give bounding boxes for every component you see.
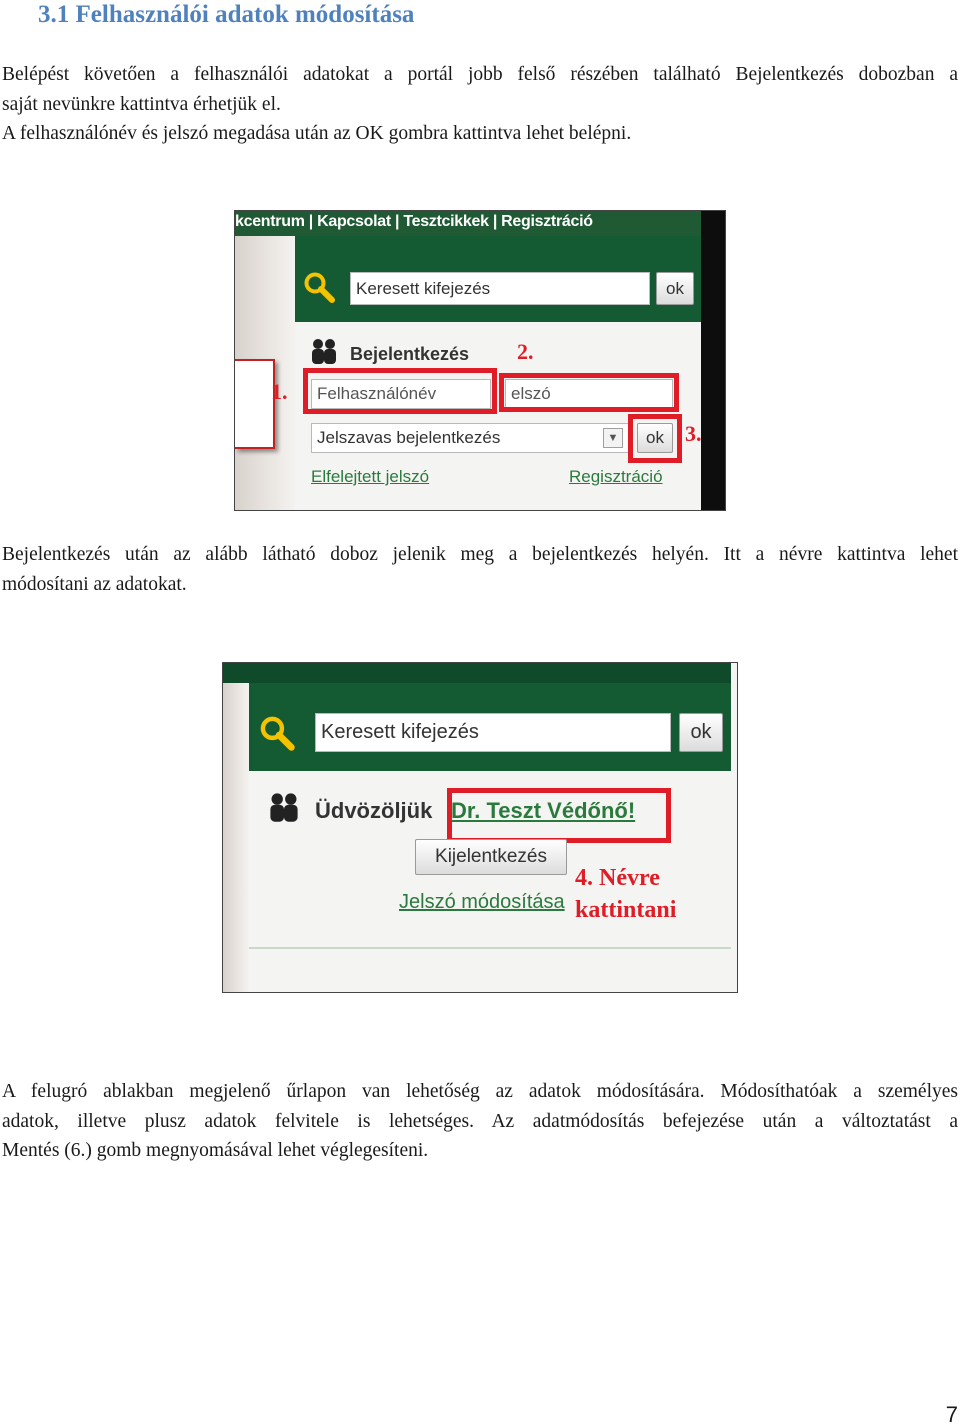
third-paragraph [2, 1077, 958, 1166]
third-line-1: A felugró ablakban megjelenő űrlapon van lehetőség az adatok módosítására. Módosíthatóak a személyes [2, 1081, 958, 1102]
search-ok-button[interactable]: ok [679, 713, 723, 752]
login-type-value: Jelszavas bejelentkezés [317, 428, 501, 447]
section-heading: 3.1 Felhasználói adatok módosítása [38, 1, 415, 28]
portal-top-nav: kcentrum | Kapcsolat | Tesztcikkek | Regisztráció [235, 211, 701, 236]
search-input[interactable]: Keresett kifejezés [315, 713, 671, 752]
highlight-password [499, 373, 679, 412]
second-line-1: Bejelentkezés után az alább látható doboz jelenik meg a bejelentkezés helyén. Itt a névre kattintva lehet [2, 544, 958, 565]
intro-line-1: Belépést követően a felhasználói adatokat a portál jobb felső részében található Bejelentkezés dobozban a [2, 64, 958, 85]
marker-2: 2. [517, 339, 534, 364]
highlight-username [303, 368, 497, 414]
right-edge [731, 663, 737, 993]
logout-button[interactable]: Kijelentkezés [415, 839, 567, 875]
login-ok-button[interactable]: ok [637, 423, 673, 453]
intro-paragraph [2, 60, 958, 149]
second-paragraph [2, 540, 958, 599]
register-link[interactable]: Regisztráció [569, 467, 663, 486]
marker-3: 3. [685, 421, 702, 446]
marker-4-line-2: kattintani [575, 897, 677, 923]
users-icon [267, 791, 301, 823]
photo-card [235, 359, 275, 449]
background-photo [223, 683, 249, 993]
highlight-ok [628, 414, 682, 463]
search-ok-button[interactable]: ok [656, 272, 694, 305]
intro-line-3: A felhasználónév és jelszó megadása után az OK gombra kattintva lehet belépni. [2, 123, 632, 144]
page-number: 7 [945, 1402, 958, 1427]
divider [249, 947, 731, 949]
users-icon [309, 337, 339, 365]
magnifier-icon [303, 271, 337, 305]
intro-line-2: saját nevünkre kattintva érhetjük el. [2, 93, 281, 115]
marker-1: 1. [271, 379, 288, 404]
magnifier-icon [259, 715, 297, 753]
third-line-2: adatok, illetve plusz adatok felvitele is lehetséges. Az adatmódosítás befejezése után a változtatást a [2, 1110, 958, 1132]
password-input[interactable]: elszó [505, 379, 673, 409]
welcome-text: Üdvözöljük [315, 798, 433, 823]
login-title: Bejelentkezés [350, 344, 470, 364]
highlight-user-name [447, 788, 671, 843]
login-box-screenshot [234, 210, 726, 511]
chevron-down-icon[interactable]: ▼ [603, 428, 623, 448]
search-input[interactable]: Keresett kifejezés [350, 272, 650, 305]
username-input[interactable]: Felhasználónév [311, 379, 491, 409]
second-line-2: módosítani az adatokat. [2, 573, 187, 595]
right-strip [701, 211, 726, 511]
change-password-link[interactable]: Jelszó módosítása [399, 891, 565, 913]
user-name-link[interactable]: Dr. Teszt Védőnő! [451, 798, 636, 823]
logged-in-box-screenshot [222, 662, 738, 993]
login-type-select[interactable] [311, 423, 629, 453]
marker-4-line-1: 4. Névre [575, 865, 660, 891]
third-line-3: Mentés (6.) gomb megnyomásával lehet véglegesíteni. [2, 1140, 429, 1161]
forgot-password-link[interactable]: Elfelejtett jelszó [311, 467, 430, 486]
